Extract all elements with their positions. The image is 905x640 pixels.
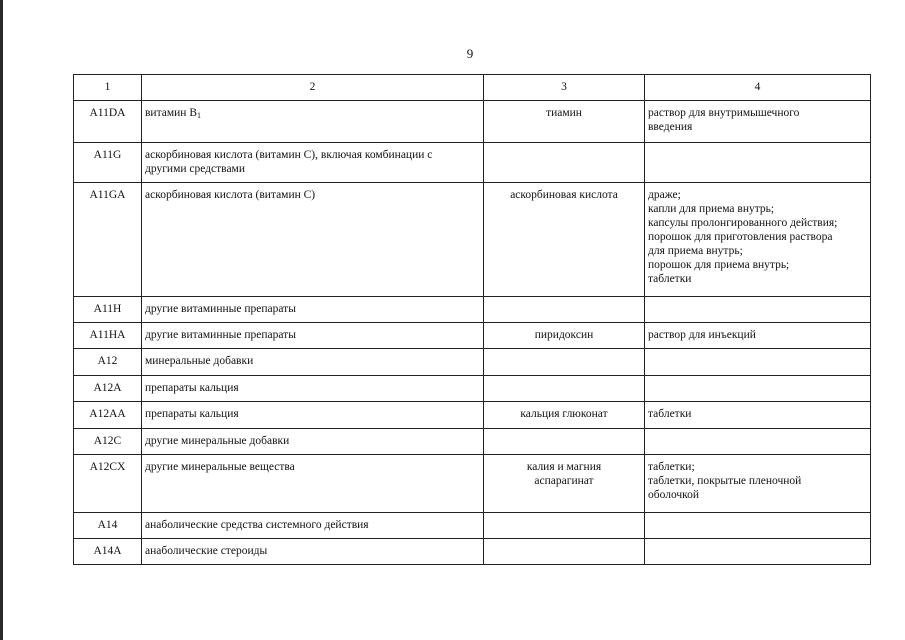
inn-cell bbox=[484, 455, 645, 513]
dosage-form-cell bbox=[645, 513, 871, 539]
drug-classification-table bbox=[73, 74, 871, 565]
atc-code-cell: A14 bbox=[74, 513, 142, 539]
atc-name-cell: другие минеральные вещества bbox=[142, 455, 484, 513]
atc-code-cell: A12 bbox=[74, 349, 142, 376]
inn-line: калия и магния bbox=[526, 461, 602, 473]
column-header-1: 1 bbox=[74, 75, 142, 101]
atc-name-cell: другие минеральные добавки bbox=[142, 429, 484, 455]
table-row bbox=[74, 323, 871, 349]
atc-code-cell: A12C bbox=[74, 429, 142, 455]
atc-name-cell: препараты кальция bbox=[142, 402, 484, 429]
atc-code-cell: A11DA bbox=[74, 101, 142, 143]
dosage-form-line: капли для приема внутрь; bbox=[648, 203, 775, 215]
atc-name-cell: другие витаминные препараты bbox=[142, 323, 484, 349]
table-row bbox=[74, 297, 871, 323]
table-row bbox=[74, 402, 871, 429]
dosage-form-cell bbox=[645, 376, 871, 402]
table-row bbox=[74, 143, 871, 183]
inn-line: аспарагинат bbox=[534, 475, 594, 487]
atc-code-cell: A11G bbox=[74, 143, 142, 183]
atc-name-cell: минеральные добавки bbox=[142, 349, 484, 376]
dosage-form-cell bbox=[645, 297, 871, 323]
inn-cell: кальция глюконат bbox=[484, 402, 645, 429]
atc-code-cell: A12A bbox=[74, 376, 142, 402]
atc-code-cell: A11H bbox=[74, 297, 142, 323]
inn-cell bbox=[484, 429, 645, 455]
table-row bbox=[74, 539, 871, 565]
atc-code-cell: A11HA bbox=[74, 323, 142, 349]
atc-name-cell: анаболические стероиды bbox=[142, 539, 484, 565]
column-header-4: 4 bbox=[645, 75, 871, 101]
dosage-form-line: для приема внутрь; bbox=[648, 245, 743, 257]
column-header-2: 2 bbox=[142, 75, 484, 101]
atc-code-cell: A12AA bbox=[74, 402, 142, 429]
table-row bbox=[74, 183, 871, 297]
atc-code-cell: A11GA bbox=[74, 183, 142, 297]
atc-code-cell: A14A bbox=[74, 539, 142, 565]
table-row bbox=[74, 349, 871, 376]
dosage-form-line: введения bbox=[648, 121, 693, 133]
dosage-form-line: раствор для внутримышечного bbox=[648, 107, 800, 119]
atc-name-cell: другие витаминные препараты bbox=[142, 297, 484, 323]
atc-name-subscript: 1 bbox=[197, 111, 201, 120]
atc-name-line: другими средствами bbox=[145, 163, 245, 175]
dosage-form-cell bbox=[645, 143, 871, 183]
table-row bbox=[74, 513, 871, 539]
atc-code-cell: A12CX bbox=[74, 455, 142, 513]
atc-name-cell: аскорбиновая кислота (витамин С) bbox=[142, 183, 484, 297]
dosage-form-line: драже; bbox=[648, 189, 681, 201]
page-number: 9 bbox=[466, 46, 474, 61]
dosage-form-cell bbox=[645, 183, 871, 297]
dosage-form-line: оболочкой bbox=[648, 489, 700, 501]
table-row bbox=[74, 455, 871, 513]
inn-cell bbox=[484, 513, 645, 539]
inn-cell: аскорбиновая кислота bbox=[484, 183, 645, 297]
dosage-form-cell: таблетки bbox=[645, 402, 871, 429]
inn-cell bbox=[484, 539, 645, 565]
dosage-form-cell bbox=[645, 429, 871, 455]
dosage-form-line: таблетки; bbox=[648, 461, 695, 473]
inn-cell bbox=[484, 376, 645, 402]
dosage-form-cell: раствор для инъекций bbox=[645, 323, 871, 349]
atc-name-cell: анаболические средства системного действия bbox=[142, 513, 484, 539]
table-header-row bbox=[74, 75, 871, 101]
dosage-form-line: капсулы пролонгированного действия; bbox=[648, 217, 838, 229]
inn-cell bbox=[484, 143, 645, 183]
dosage-form-line: таблетки bbox=[648, 273, 692, 285]
dosage-form-cell bbox=[645, 455, 871, 513]
dosage-form-cell bbox=[645, 539, 871, 565]
dosage-form-line: порошок для приготовления раствора bbox=[648, 231, 833, 243]
inn-cell: пиридоксин bbox=[484, 323, 645, 349]
inn-cell bbox=[484, 349, 645, 376]
inn-cell: тиамин bbox=[484, 101, 645, 143]
table-row bbox=[74, 101, 871, 143]
atc-name-cell bbox=[142, 143, 484, 183]
inn-cell bbox=[484, 297, 645, 323]
atc-name-line: аскорбиновая кислота (витамин С), включая комбинации с bbox=[145, 149, 433, 161]
table-row bbox=[74, 376, 871, 402]
dosage-form-line: порошок для приема внутрь; bbox=[648, 259, 790, 271]
dosage-form-cell bbox=[645, 349, 871, 376]
dosage-form-line: таблетки, покрытые пленочной bbox=[648, 475, 802, 487]
atc-name-text: витамин B bbox=[145, 107, 197, 119]
dosage-form-cell bbox=[645, 101, 871, 143]
table-row bbox=[74, 429, 871, 455]
atc-name-cell: препараты кальция bbox=[142, 376, 484, 402]
atc-name-cell bbox=[142, 101, 484, 143]
column-header-3: 3 bbox=[484, 75, 645, 101]
scan-left-edge bbox=[0, 0, 3, 640]
